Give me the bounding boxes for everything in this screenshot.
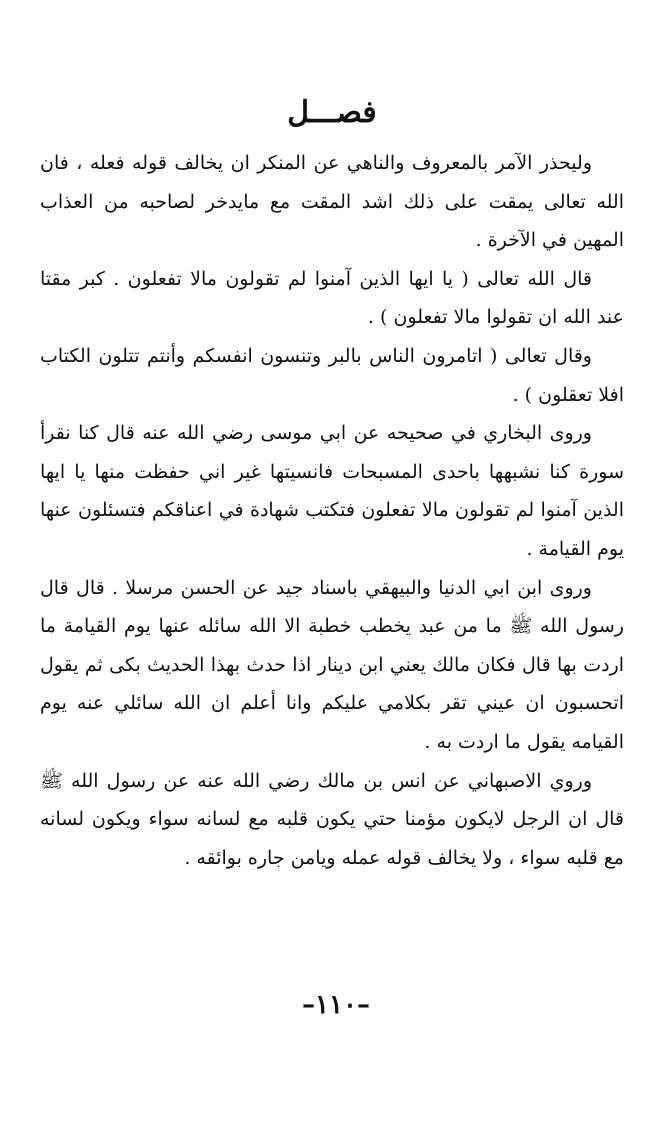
paragraph-bayhaqi-hadith: وروى ابن ابي الدنيا والبيهقي باسناد جيد عن الحسن مرسلا . قال قال رسول الله ﷺ ما من عبد يخطب خطبة الا الله سائله عنها يوم القيامة ما اردت بها قال فكان مالك يعني ابن دينار اذا حدث بهذا الحديث بكى ثم يقول اتحسبون ان عيني تقر بكلامي عليكم وانا أعلم ان الله سائلي عنه يوم القيامه يقول ما اردت به . <box>40 576 624 753</box>
paragraph-isbahani-hadith: وروي الاصبهاني عن انس بن مالك رضي الله عنه عن رسول الله ﷺ قال ان الرجل لايكون مؤمنا حتي يكون قلبه مع لسانه سواء ويكون لسانه مع قلبه سواء ، ولا يخالف قوله عمله ويامن جاره بوائقه . <box>40 769 624 869</box>
paragraph-warning: وليحذر الآمر بالمعروف والناهي عن المنكر ان يخالف قوله فعله ، فان الله تعالى يمقت على ذلك اشد المقت مع مايدخر لصاحبه من العذاب المهين في الآخرة . <box>40 152 624 252</box>
section-heading: فصـــل <box>287 95 377 130</box>
page-body <box>40 144 624 877</box>
paragraph-bukhari-hadith: وروى البخاري في صحيحه عن ابي موسى رضي الله عنه قال كنا نقرأ سورة كنا نشبهها باحدى المسبحات فانسيتها غير اني حفظت منها يا ايها الذين آمنوا لم تقولون مالا تفعلون فتكتب شهادة في اعناقكم فتسئلون عنها يوم القيامة . <box>40 422 624 560</box>
paragraph-quran-verse-2: وقال تعالى ( اتامرون الناس بالبر وتنسون انفسكم وأنتم تتلون الكتاب افلا تعقلون ) . <box>40 344 624 406</box>
paragraph-quran-verse-1: قال الله تعالى ( يا ايها الذين آمنوا لم تقولون مالا تفعلون . كبر مقتا عند الله ان تقولوا مالا تفعلون ) . <box>40 267 624 329</box>
page-number: –١١٠– <box>302 990 370 1020</box>
